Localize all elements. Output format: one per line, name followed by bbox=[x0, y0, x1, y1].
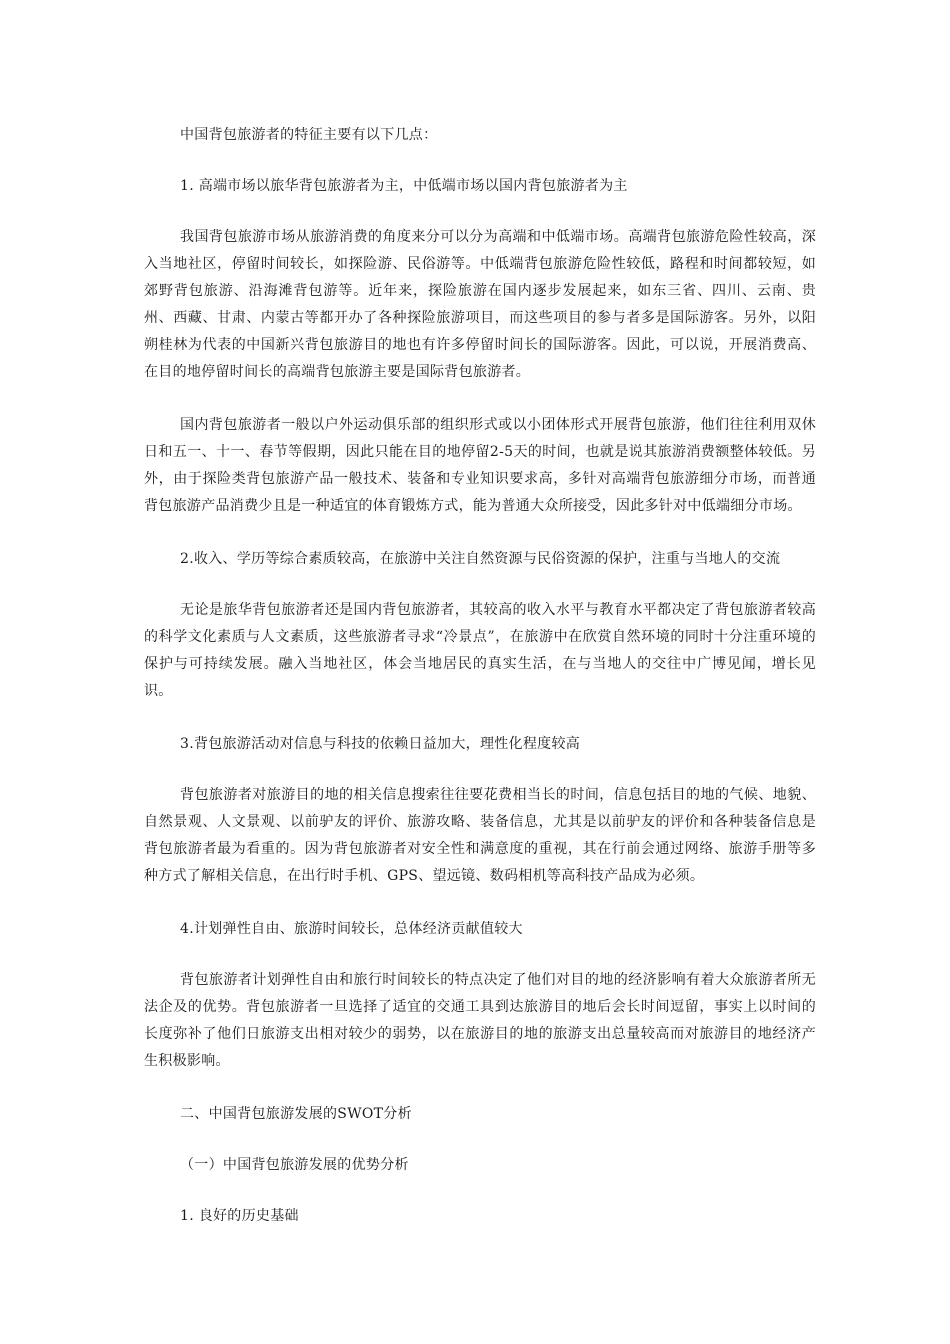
paragraph-information: 背包旅游者对旅游目的地的相关信息搜索往往要花费相当长的时间，信息包括目的地的气候、地貌、自然景观、人文景观、以前驴友的评价、旅游攻略、装备信息，尤其是以前驴友的评价和各种装备信息是背包旅游者最为看重的。因为背包旅游者对安全性和满意度的重视，其在行前会通过网络、旅游手册等多种方式了解相关信息，在出行时手机、GPS、望远镜、数码相机等高科技产品成为必须。 bbox=[144, 787, 816, 884]
section-heading-1: 1. 高端市场以旅华背包旅游者为主，中低端市场以国内背包旅游者为主 bbox=[180, 178, 628, 194]
paragraph-economic: 背包旅游者计划弹性自由和旅行时间较长的特点决定了他们对目的地的经济影响有着大众旅游者所无法企及的优势。背包旅游者一旦选择了适宜的交通工具到达旅游目的地后会长时间逗留，事实上以时间的长度弥补了他们日旅游支出相对较少的弱势，以在旅游目的地的旅游支出总量较高而对旅游目的地经济产生积极影响。 bbox=[144, 972, 816, 1069]
section-heading-4: 4.计划弹性自由、旅游时间较长，总体经济贡献值较大 bbox=[180, 921, 523, 937]
section-heading-2: 2.收入、学历等综合素质较高，在旅游中关注自然资源与民俗资源的保护，注重与当地人的交流 bbox=[180, 551, 781, 567]
paragraph-domestic-market: 国内背包旅游者一般以户外运动俱乐部的组织形式或以小团体形式开展背包旅游，他们往往利用双休日和五一、十一、春节等假期，因此只能在目的地停留2-5天的时间，也就是说其旅游消费额整体较低。另外，由于探险类背包旅游产品一般技术、装备和专业知识要求高，多针对高端背包旅游细分市场，而普通背包旅游产品消费少且是一种适宜的体育锻炼方式，能为普通大众所接受，因此多针对中低端细分市场。 bbox=[144, 417, 816, 514]
intro-heading: 中国背包旅游者的特征主要有以下几点： bbox=[180, 127, 438, 143]
subsection-heading-advantages: （一）中国背包旅游发展的优势分析 bbox=[180, 1157, 409, 1173]
paragraph-education: 无论是旅华背包旅游者还是国内背包旅游者，其较高的收入水平与教育水平都决定了背包旅游者较高的科学文化素质与人文素质，这些旅游者寻求“冷景点”，在旅游中在欣赏自然环境的同时十分注重环境的保护与可持续发展。融入当地社区，体会当地居民的真实生活，在与当地人的交往中广博见闻，增长见识。 bbox=[144, 602, 816, 699]
document-body bbox=[144, 122, 816, 1254]
item-heading-history: 1. 良好的历史基础 bbox=[180, 1208, 299, 1224]
chapter-heading-swot: 二、中国背包旅游发展的SWOT分析 bbox=[180, 1106, 412, 1122]
section-heading-3: 3.背包旅游活动对信息与科技的依赖日益加大，理性化程度较高 bbox=[180, 736, 581, 752]
paragraph-high-end-market: 我国背包旅游市场从旅游消费的角度来分可以分为高端和中低端市场。高端背包旅游危险性较高，深入当地社区，停留时间较长，如探险游、民俗游等。中低端背包旅游危险性较低，路程和时间都较短，如郊野背包旅游、沿海滩背包游等。近年来，探险旅游在国内逐步发展起来，如东三省、四川、云南、贵州、西藏、甘肃、内蒙古等都开办了各种探险旅游项目，而这些项目的参与者多是国际游客。另外，以阳朔桂林为代表的中国新兴背包旅游目的地也有许多停留时间长的国际游客。因此，可以说，开展消费高、在目的地停留时间长的高端背包旅游主要是国际背包旅游者。 bbox=[144, 229, 816, 380]
